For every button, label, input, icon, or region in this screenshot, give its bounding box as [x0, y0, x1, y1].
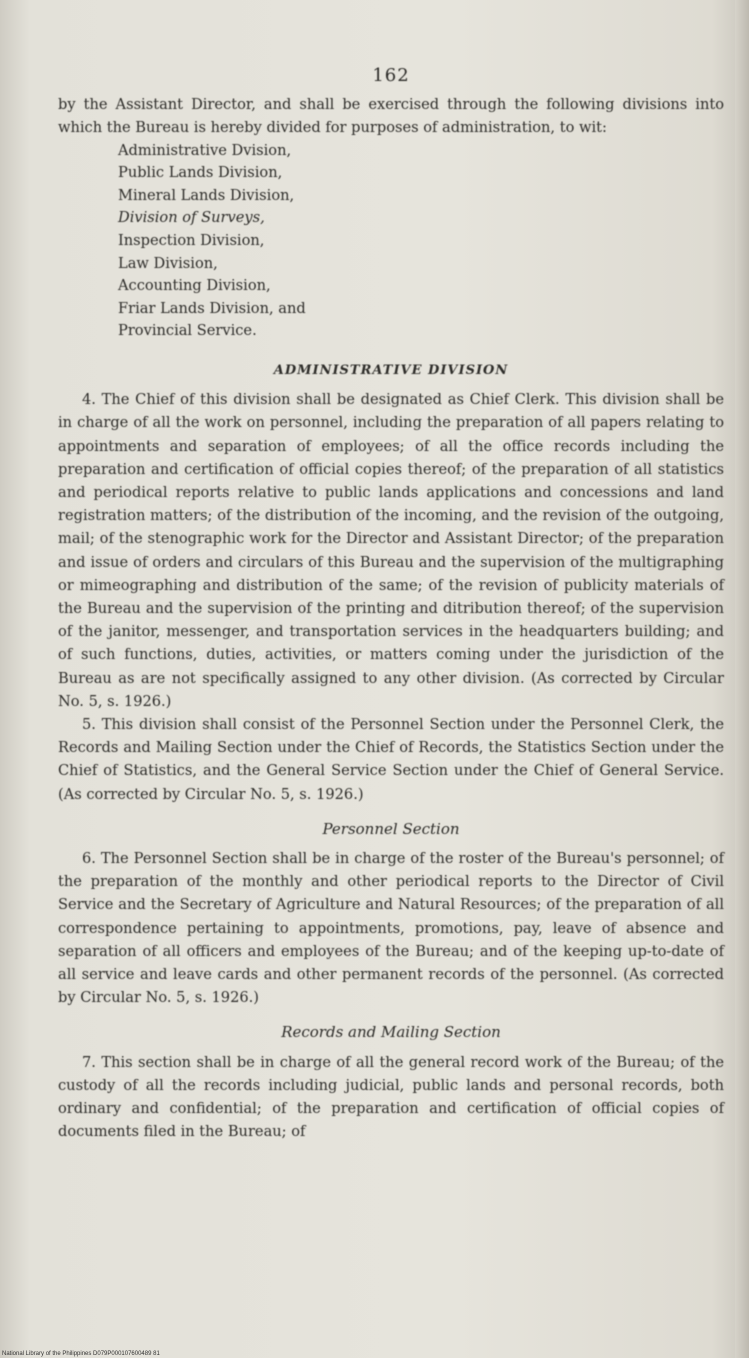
scan-footer-label: National Library of the Philippines D079P000107600489 81: [2, 1351, 160, 1357]
division-item: Friar Lands Division, and: [118, 299, 306, 317]
division-item: Division of Surveys,: [118, 209, 265, 227]
paragraph-7: 7. This section shall be in charge of all the general record work of the Bureau; of the custody of all the records including judicial, public lands and personal records, both ordinary and confidential; of the preparation and certification of official copies of documents filed in the Bureau; of: [58, 1053, 724, 1141]
paragraph-4: 4. The Chief of this division shall be designated as Chief Clerk. This division shall be in charge of all the work on personnel, including the preparation of all papers relating to appointments and separation of employees; of all the office records including the preparation and certification of official copies thereof; of the preparation of all statistics and periodical reports relative to public lands applications and concessions and land registration matters; of the distribution of the incoming, and the revision of the outgoing, mail; of the stenographic work for the Director and Assistant Director; of the preparation and issue of orders and circulars of this Bureau and the supervision of the multigraphing or mimeographing and distribution of the same; of the revision of publicity materials of the Bureau and the supervision of the printing and ditribution thereof; of the supervision of the janitor, messenger, and transportation services in the headquarters building; and of such functions, duties, activities, or matters coming under the jurisdiction of the Bureau as are not specifically assigned to any other division. (As corrected by Circular No. 5, s. 1926.): [58, 391, 724, 710]
page-number: 162: [372, 65, 410, 86]
division-item: Accounting Division,: [118, 277, 271, 295]
administrative-division-heading: ADMINISTRATIVE DIVISION: [273, 362, 509, 378]
paragraph-6: 6. The Personnel Section shall be in charge of the roster of the Bureau's personnel; of the preparation of the monthly and other periodical reports to the Director of Civil Service and the Secretary of Agriculture and Natural Resources; of the preparation of all correspondence pertaining to appointments, promotions, pay, leave of absence and separation of all officers and employees of the Bureau; and of the keeping up-to-date of all service and leave cards and other permanent records of the personnel. (As corrected by Circular No. 5, s. 1926.): [58, 850, 724, 1007]
division-item: Public Lands Division,: [118, 164, 283, 182]
division-item: Law Division,: [118, 254, 218, 272]
intro-paragraph: by the Assistant Director, and shall be exercised through the following divisions into which the Bureau is hereby divided for purposes of administration, to wit:: [58, 96, 724, 137]
personnel-section-heading: Personnel Section: [322, 819, 460, 838]
division-item: Mineral Lands Division,: [118, 186, 295, 204]
division-item: Provincial Service.: [118, 322, 257, 340]
records-section-heading: Records and Mailing Section: [281, 1023, 501, 1042]
division-item: Inspection Division,: [118, 231, 265, 249]
division-item: Administrative Dvision,: [118, 141, 292, 159]
paragraph-5: 5. This division shall consist of the Personnel Section under the Personnel Clerk, the Records and Mailing Section under the Chief of Records, the Statistics Section under the Chief of Statistics, and the General Service Section under the Chief of General Service. (As corrected by Circular No. 5, s. 1926.): [58, 716, 724, 803]
book-spine-edge: [735, 0, 749, 1358]
divisions-list: [118, 140, 724, 343]
page-body: [58, 64, 724, 1143]
